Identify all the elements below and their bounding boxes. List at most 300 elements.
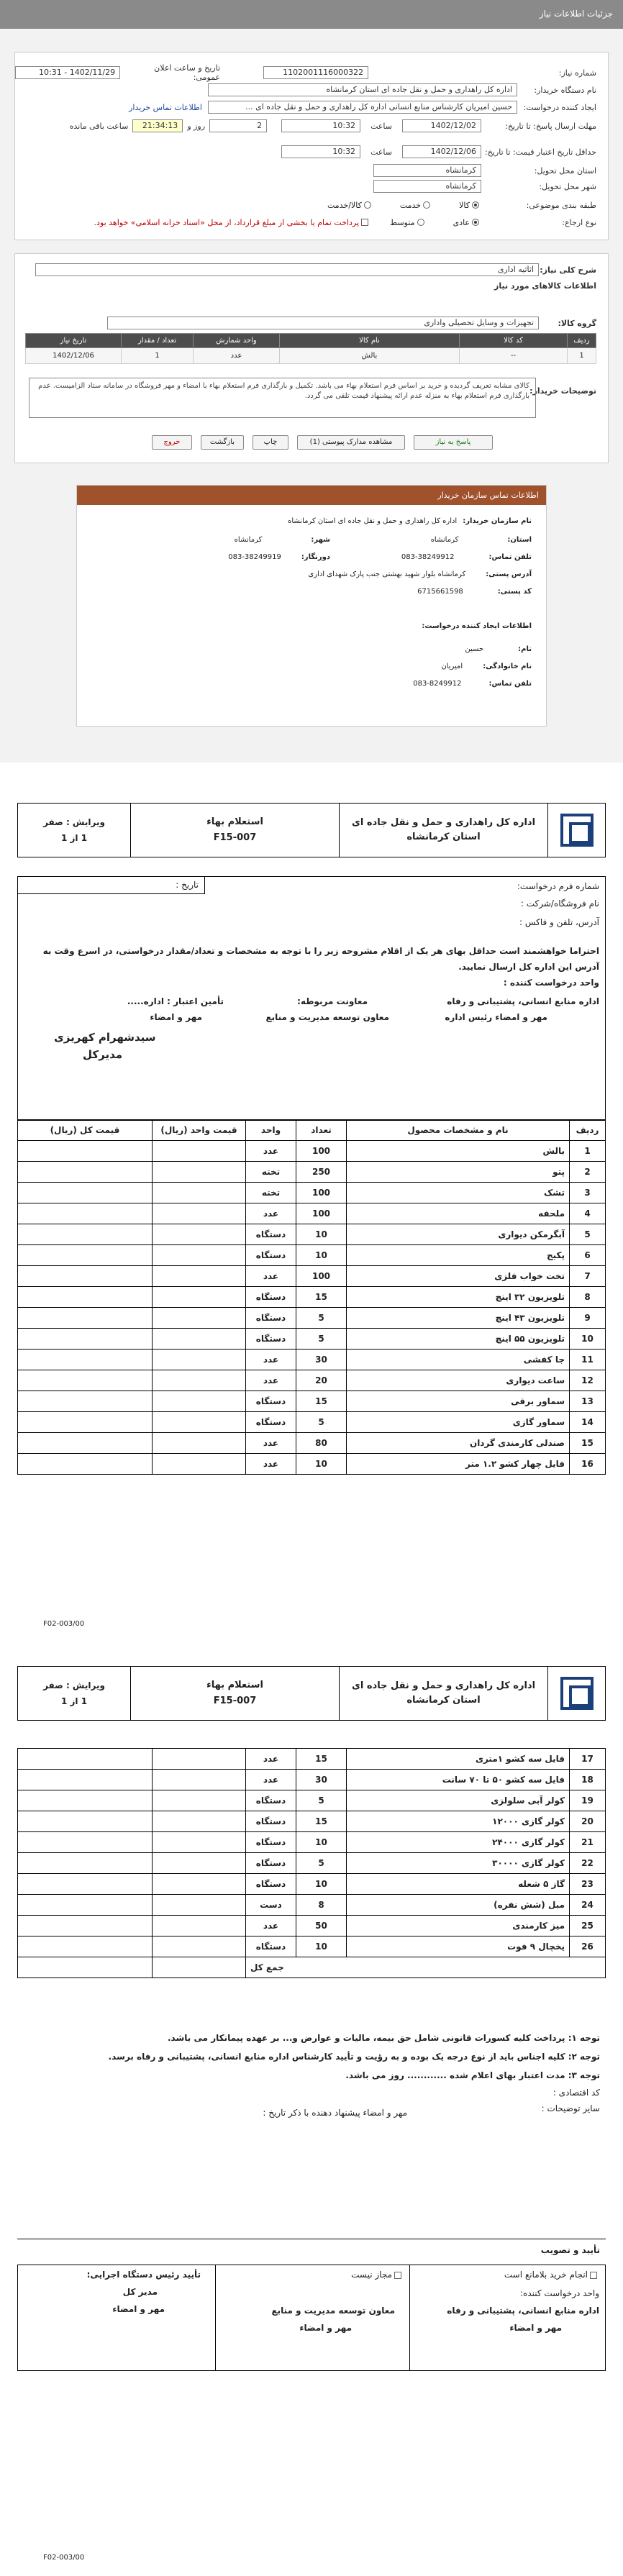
contact-first-label: نام: xyxy=(518,645,532,653)
contact-postal-label: کد پستی: xyxy=(497,588,532,596)
total-price-cell[interactable] xyxy=(18,1391,153,1412)
unit-price-cell[interactable] xyxy=(153,1916,246,1936)
form-page-1 xyxy=(0,791,623,1655)
sign-unit-role: مهر و امضاء رئیس اداره xyxy=(445,1012,547,1022)
deadline-time: 10:32 xyxy=(281,119,360,132)
total-price-cell[interactable] xyxy=(18,1287,153,1308)
form-version: ویرایش : صفر xyxy=(43,817,105,827)
unit-price-cell[interactable] xyxy=(153,1224,246,1245)
unit: دستگاه xyxy=(246,1832,296,1853)
note-3: توجه ۳: مدت اعتبار بهای اعلام شده ............ روز می باشد. xyxy=(345,2070,600,2080)
total-price-cell[interactable] xyxy=(18,1811,153,1832)
requester-sign: مهر و امضاء xyxy=(509,2323,562,2333)
row-num: 5 xyxy=(570,1224,606,1245)
category-radio-goods[interactable] xyxy=(472,201,479,209)
quantity: 10 xyxy=(296,1832,347,1853)
requester-deputy: معاون توسعه مدیریت و منابع xyxy=(271,2306,395,2316)
hdr-row: ردیف xyxy=(570,1120,606,1141)
approver-sign: مهر و امضاء xyxy=(112,2304,165,2314)
total-row xyxy=(18,1957,606,1978)
total-price-cell[interactable] xyxy=(18,1770,153,1790)
unit: دستگاه xyxy=(246,1287,296,1308)
requesting-unit-label: واحد درخواست کننده : xyxy=(503,978,599,988)
col-date: تاریخ نیاز xyxy=(26,334,122,348)
product-name: پکیج xyxy=(347,1245,570,1266)
table-row xyxy=(18,1266,606,1287)
ref-option-normal: عادی xyxy=(453,217,470,227)
table-row xyxy=(18,1287,606,1308)
total-price-cell[interactable] xyxy=(18,1874,153,1895)
unit: دستگاه xyxy=(246,1936,296,1957)
total-price-cell[interactable] xyxy=(18,1749,153,1770)
row-num: 18 xyxy=(570,1770,606,1790)
approval-col-deputy xyxy=(215,2265,409,2370)
reply-button[interactable]: پاسخ به نیاز xyxy=(414,435,493,450)
unit-price-cell[interactable] xyxy=(153,1141,246,1162)
quantity: 15 xyxy=(296,1287,347,1308)
quantity: 100 xyxy=(296,1141,347,1162)
buyer-label: نام دستگاه خریدار: xyxy=(534,85,596,95)
form-page: 1 از 1 xyxy=(60,833,88,843)
approval-col-requester xyxy=(409,2265,605,2370)
table-row xyxy=(18,1308,606,1329)
portal-area xyxy=(0,0,623,763)
ref-option-medium: متوسط xyxy=(390,217,415,227)
product-name: پتو xyxy=(347,1162,570,1183)
cell-row: 1 xyxy=(568,348,596,364)
table-row xyxy=(18,1245,606,1266)
quantity: 20 xyxy=(296,1370,347,1391)
product-name: آبگرمکن دیواری xyxy=(347,1224,570,1245)
unit: دست xyxy=(246,1895,296,1916)
unit: عدد xyxy=(246,1350,296,1370)
quantity: 100 xyxy=(296,1266,347,1287)
unit-price-cell[interactable] xyxy=(153,1350,246,1370)
unit: تخته xyxy=(246,1183,296,1203)
total-price-cell[interactable] xyxy=(18,1433,153,1454)
form-version-block xyxy=(18,804,130,857)
hdr-name: نام و مشخصات محصول xyxy=(347,1120,570,1141)
org-logo-icon xyxy=(560,814,594,847)
form-title-block-2 xyxy=(130,1667,339,1720)
validity-label: حداقل تاریخ اعتبار قیمت: تا تاریخ: xyxy=(485,147,596,157)
request-text: احتراما خواهشمند است حداقل بهای هر یک از اقلام مشروحه زیر را با توجه به مشخصات و تعداد/مقدار درخواستی، در اسرع وقت به آدرس این اداره کل ارسال نمایید. xyxy=(42,946,599,972)
table-row xyxy=(18,1329,606,1350)
category-label: طبقه بندی موضوعی: xyxy=(526,200,596,210)
form-info-box xyxy=(17,876,606,1121)
table-row[interactable] xyxy=(26,348,596,364)
approval-box xyxy=(17,2239,606,2265)
category-radio-service[interactable] xyxy=(423,201,430,209)
product-name: کولر آبی سلولزی xyxy=(347,1790,570,1811)
contact-popup xyxy=(76,485,547,727)
total-price-cell[interactable] xyxy=(18,1308,153,1329)
sign-deputy: معاونت مربوطه: xyxy=(297,996,368,1006)
opt-not-allowed: مجاز نیست xyxy=(351,2270,392,2280)
quantity: 15 xyxy=(296,1749,347,1770)
quantity: 15 xyxy=(296,1391,347,1412)
product-name: جا کفشی xyxy=(347,1350,570,1370)
days-label: روز و xyxy=(187,121,206,131)
product-name: فایل سه کشو ۵۰ تا ۷۰ سانت xyxy=(347,1770,570,1790)
unit-price-cell[interactable] xyxy=(153,1287,246,1308)
total-price-cell[interactable] xyxy=(18,1224,153,1245)
table-row xyxy=(18,1162,606,1183)
signature-title: مدیرکل xyxy=(83,1048,123,1061)
deadline-date: 1402/12/02 xyxy=(402,119,481,132)
total-price-cell[interactable] xyxy=(18,1832,153,1853)
quantity: 5 xyxy=(296,1853,347,1874)
product-name: سماور برقی xyxy=(347,1391,570,1412)
product-name: کولر گازی ۲۴۰۰۰ xyxy=(347,1832,570,1853)
contact-cphone-value: 083-8249912 xyxy=(413,680,462,688)
province-label: استان محل تحویل: xyxy=(534,165,596,176)
unit: تخته xyxy=(246,1162,296,1183)
quantity: 10 xyxy=(296,1454,347,1475)
unit: دستگاه xyxy=(246,1790,296,1811)
total-cell xyxy=(18,1957,153,1978)
table-row xyxy=(18,1790,606,1811)
product-name: تلویزیون ۴۳ اینچ xyxy=(347,1308,570,1329)
contact-last-label: نام خانوادگی: xyxy=(483,663,532,670)
table-row xyxy=(18,1454,606,1475)
need-number-label: شماره نیاز: xyxy=(558,68,596,78)
row-num: 6 xyxy=(570,1245,606,1266)
unit-price-cell[interactable] xyxy=(153,1454,246,1475)
org-logo xyxy=(547,804,605,857)
footer-code-2: F02-003/00 xyxy=(43,2554,85,2562)
product-name: گاز ۵ شعله xyxy=(347,1874,570,1895)
validity-time: 10:32 xyxy=(281,145,360,158)
row-num: 25 xyxy=(570,1916,606,1936)
requester-unit-label: واحد درخواست کننده: xyxy=(520,2288,599,2298)
contact-city-label: شهر: xyxy=(311,536,330,544)
table-row xyxy=(18,1916,606,1936)
row-num: 2 xyxy=(570,1162,606,1183)
announce-field: 1402/11/29 - 10:31 xyxy=(15,66,120,79)
row-num: 23 xyxy=(570,1874,606,1895)
total-price-cell[interactable] xyxy=(18,1266,153,1287)
row-num: 7 xyxy=(570,1266,606,1287)
row-num: 1 xyxy=(570,1141,606,1162)
unit-price-cell[interactable] xyxy=(153,1266,246,1287)
items-table-2 xyxy=(17,1748,606,1978)
total-price-cell[interactable] xyxy=(18,1183,153,1203)
unit-price-cell[interactable] xyxy=(153,1370,246,1391)
items-table-1 xyxy=(17,1119,606,1475)
unit: دستگاه xyxy=(246,1308,296,1329)
announce-label: تاریخ و ساعت اعلان عمومی: xyxy=(154,63,221,82)
category-option-both: کالا/خدمت xyxy=(327,200,362,210)
note-1: توجه ۱: پرداخت کلیه کسورات قانونی شامل حق بیمه، مالیات و عوارض و... بر عهده پیمانکار می باشد. xyxy=(167,2033,600,2043)
unit: عدد xyxy=(246,1433,296,1454)
col-code: کد کالا xyxy=(460,334,568,348)
treasury-checkbox[interactable] xyxy=(361,219,368,226)
deadline-label: مهلت ارسال پاسخ: تا تاریخ: xyxy=(505,121,596,131)
unit-price-cell[interactable] xyxy=(153,1895,246,1916)
attachments-button[interactable]: مشاهده مدارک پیوستی (1) xyxy=(297,435,405,450)
unit-price-cell[interactable] xyxy=(153,1936,246,1957)
unit: عدد xyxy=(246,1370,296,1391)
product-name: تلویزیون ۳۲ اینچ xyxy=(347,1287,570,1308)
signature-name: سیدشهرام کهریزی xyxy=(54,1031,156,1044)
table-row xyxy=(18,1853,606,1874)
footer-code: F02-003/00 xyxy=(43,1620,85,1628)
cell-unit: عدد xyxy=(194,348,280,364)
unit: عدد xyxy=(246,1770,296,1790)
row-num: 22 xyxy=(570,1853,606,1874)
col-qty: تعداد / مقدار xyxy=(122,334,194,348)
buyer-desc-label: توضیحات خریدار: xyxy=(529,386,596,396)
table-row xyxy=(18,1412,606,1433)
quantity: 80 xyxy=(296,1433,347,1454)
unit: دستگاه xyxy=(246,1245,296,1266)
unit-price-cell[interactable] xyxy=(153,1853,246,1874)
col-name: نام کالا xyxy=(280,334,460,348)
row-num: 12 xyxy=(570,1370,606,1391)
form-org-line1: اداره کل راهداری و حمل و نقل جاده ای xyxy=(351,1680,536,1691)
total-price-cell[interactable] xyxy=(18,1853,153,1874)
unit: دستگاه xyxy=(246,1391,296,1412)
total-price-cell[interactable] xyxy=(18,1162,153,1183)
cell-qty: 1 xyxy=(122,348,194,364)
back-button[interactable]: بازگشت xyxy=(201,435,244,450)
total-label: جمع کل xyxy=(246,1957,606,1978)
unit-price-cell[interactable] xyxy=(153,1770,246,1790)
deputy-sign: مهر و امضاء xyxy=(299,2323,352,2333)
portal-header-title: جزئیات اطلاعات نیاز xyxy=(539,9,613,19)
total-price-cell[interactable] xyxy=(18,1936,153,1957)
unit-price-cell[interactable] xyxy=(153,1790,246,1811)
total-price-cell[interactable] xyxy=(18,1454,153,1475)
ref-radio-medium[interactable] xyxy=(417,219,424,226)
table-row xyxy=(18,1203,606,1224)
quantity: 250 xyxy=(296,1162,347,1183)
approval-title: تأیید و تصویب xyxy=(540,2245,600,2255)
product-name: فایل سه کشو ۱متری xyxy=(347,1749,570,1770)
table-row xyxy=(18,1391,606,1412)
total-price-cell[interactable] xyxy=(18,1329,153,1350)
contact-creator-title: اطلاعات ایجاد کننده درخواست: xyxy=(422,622,532,630)
product-name: میز کارمندی xyxy=(347,1916,570,1936)
product-name: سماور گازی xyxy=(347,1412,570,1433)
hdr-unit: واحد xyxy=(246,1120,296,1141)
row-num: 19 xyxy=(570,1790,606,1811)
product-name: کولر گازی ۳۰۰۰۰ xyxy=(347,1853,570,1874)
seller-sign: مهر و امضاء پیشنهاد دهنده با ذکر تاریخ : xyxy=(263,2108,407,2118)
product-name: ساعت دیواری xyxy=(347,1370,570,1391)
goods-table xyxy=(25,333,596,364)
total-price-cell[interactable] xyxy=(18,1790,153,1811)
unit-price-cell[interactable] xyxy=(153,1832,246,1853)
validity-time-label: ساعت xyxy=(370,147,392,157)
product-name: تلویزیون ۵۵ اینچ xyxy=(347,1329,570,1350)
cell-date: 1402/12/06 xyxy=(26,348,122,364)
hdr-total-price: قیمت کل (ریال) xyxy=(18,1120,153,1141)
approver-role: مدیر کل xyxy=(122,2287,158,2297)
creator-label: ایجاد کننده درخواست: xyxy=(523,102,596,112)
contact-province-label: استان: xyxy=(507,536,532,544)
col-row: ردیف xyxy=(568,334,596,348)
category-radio-both[interactable] xyxy=(364,201,371,209)
unit: عدد xyxy=(246,1203,296,1224)
table-row xyxy=(18,1183,606,1203)
form-title-block xyxy=(130,804,339,857)
category-option-goods: کالا xyxy=(459,200,470,210)
unit: دستگاه xyxy=(246,1811,296,1832)
row-num: 13 xyxy=(570,1391,606,1412)
unit-price-cell[interactable] xyxy=(153,1391,246,1412)
portal-header xyxy=(0,0,623,29)
form-header-2 xyxy=(17,1666,606,1721)
unit-price-cell[interactable] xyxy=(153,1162,246,1183)
quantity: 8 xyxy=(296,1895,347,1916)
quantity: 5 xyxy=(296,1412,347,1433)
row-num: 26 xyxy=(570,1936,606,1957)
form-code: F15-007 xyxy=(213,1696,257,1706)
unit: دستگاه xyxy=(246,1224,296,1245)
contact-fax-value: 083-38249919 xyxy=(228,553,281,561)
quantity: 10 xyxy=(296,1224,347,1245)
not-allowed-checkbox[interactable] xyxy=(394,2272,401,2279)
exit-button[interactable]: خروج xyxy=(152,435,192,450)
validity-date: 1402/12/06 xyxy=(402,145,481,158)
total-price-cell[interactable] xyxy=(18,1412,153,1433)
product-name: صندلی کارمندی گردان xyxy=(347,1433,570,1454)
contact-address-label: آدرس پستی: xyxy=(486,570,532,578)
shop-name-label: نام فروشگاه/شرکت : xyxy=(520,898,599,909)
do-checkbox[interactable] xyxy=(590,2272,597,2279)
product-name: یخچال ۹ فوت xyxy=(347,1936,570,1957)
time-label: ساعت xyxy=(370,121,392,131)
quantity: 5 xyxy=(296,1308,347,1329)
print-button[interactable]: چاپ xyxy=(253,435,288,450)
province-field: کرمانشاه xyxy=(373,164,481,177)
note-2: توجه ۲: کلیه اجناس باید از نوع درجه یک بوده و به رؤیت و تأیید کارشناس اداره منابع انسانی، پشتیبانی و رفاه برسد. xyxy=(108,2052,600,2062)
total-price-cell[interactable] xyxy=(18,1370,153,1391)
quantity: 100 xyxy=(296,1203,347,1224)
total-price-cell[interactable] xyxy=(18,1141,153,1162)
quantity: 100 xyxy=(296,1183,347,1203)
unit-price-cell[interactable] xyxy=(153,1412,246,1433)
unit: دستگاه xyxy=(246,1329,296,1350)
buyer-field: اداره کل راهداری و حمل و نقل جاده ای استان کرمانشاه xyxy=(208,83,517,96)
days-field: 2 xyxy=(209,119,267,132)
unit-price-cell[interactable] xyxy=(153,1308,246,1329)
contact-org-label: نام سازمان خریدار: xyxy=(463,517,532,525)
hdr-qty: تعداد xyxy=(296,1120,347,1141)
row-num: 11 xyxy=(570,1350,606,1370)
goods-group-label: گروه کالا: xyxy=(558,318,596,328)
total-price-cell[interactable] xyxy=(18,1245,153,1266)
items-header xyxy=(18,1120,606,1141)
product-name: ملحفه xyxy=(347,1203,570,1224)
contact-phone-value: 083-38249912 xyxy=(401,553,455,561)
table-row xyxy=(18,1749,606,1770)
requester-unit-name: اداره منابع انسانی، پشتیبانی و رفاه xyxy=(447,2306,599,2316)
unit: دستگاه xyxy=(246,1412,296,1433)
approver-title: تأیید رئیس دستگاه اجرایی: xyxy=(86,2270,201,2280)
remaining-time: 21:34:13 xyxy=(132,119,183,132)
product-name: فایل چهار کشو ۱.۲ متر xyxy=(347,1454,570,1475)
address-label: آدرس، تلفن و فاکس : xyxy=(519,917,599,927)
unit-price-cell[interactable] xyxy=(153,1203,246,1224)
row-num: 9 xyxy=(570,1308,606,1329)
ref-radio-normal[interactable] xyxy=(472,219,479,226)
other-notes: سایر توضیحات : xyxy=(541,2103,600,2113)
need-number-field: 1102001116000322 xyxy=(263,66,368,79)
quantity: 10 xyxy=(296,1874,347,1895)
contact-city-value: کرمانشاه xyxy=(234,536,263,544)
product-name: تشک xyxy=(347,1183,570,1203)
col-unit: واحد شمارش xyxy=(194,334,280,348)
row-num: 10 xyxy=(570,1329,606,1350)
unit-price-cell[interactable] xyxy=(153,1749,246,1770)
sign-credit-role: مهر و امضاء xyxy=(150,1012,202,1022)
row-num: 14 xyxy=(570,1412,606,1433)
unit-price-cell[interactable] xyxy=(153,1183,246,1203)
table-row xyxy=(18,1811,606,1832)
form-title: استعلام بهاء xyxy=(206,1680,263,1690)
buyer-contact-link[interactable]: اطلاعات تماس خریدار xyxy=(129,102,202,112)
hdr-unit-price: قیمت واحد (ریال) xyxy=(153,1120,246,1141)
row-num: 15 xyxy=(570,1433,606,1454)
contact-org-value: اداره کل راهداری و حمل و نقل جاده ای استان کرمانشاه xyxy=(288,517,458,525)
cell-name: بالش xyxy=(280,348,460,364)
remaining-label: ساعت باقی مانده xyxy=(69,121,129,131)
approval-grid xyxy=(17,2265,606,2371)
total-price-cell[interactable] xyxy=(18,1895,153,1916)
creator-field: حسین امیریان کارشناس منابع انسانی اداره کل راهداری و حمل و نقل جاده ای ... xyxy=(208,101,517,114)
unit: عدد xyxy=(246,1916,296,1936)
unit-price-cell[interactable] xyxy=(153,1433,246,1454)
form-org-line2: استان کرمانشاه xyxy=(406,1695,481,1706)
sign-credit: تأمین اعتبار : اداره..... xyxy=(127,996,224,1006)
unit-price-cell[interactable] xyxy=(153,1811,246,1832)
total-price-cell[interactable] xyxy=(18,1203,153,1224)
quantity: 5 xyxy=(296,1329,347,1350)
quantity: 30 xyxy=(296,1770,347,1790)
row-num: 8 xyxy=(570,1287,606,1308)
form-page-2 xyxy=(0,1655,623,2576)
quantity: 10 xyxy=(296,1245,347,1266)
row-num: 21 xyxy=(570,1832,606,1853)
total-price-cell[interactable] xyxy=(18,1350,153,1370)
unit-price-cell[interactable] xyxy=(153,1329,246,1350)
total-price-cell[interactable] xyxy=(18,1916,153,1936)
row-num: 20 xyxy=(570,1811,606,1832)
table-row xyxy=(18,1936,606,1957)
goods-panel xyxy=(14,253,609,463)
date-label: تاریخ : xyxy=(18,877,205,894)
org-logo-icon xyxy=(560,1677,594,1710)
goods-info-title: اطلاعات کالاهای مورد نیاز xyxy=(494,281,596,291)
quantity: 5 xyxy=(296,1790,347,1811)
city-label: شهر محل تحویل: xyxy=(539,181,596,191)
row-num: 16 xyxy=(570,1454,606,1475)
unit-price-cell[interactable] xyxy=(153,1245,246,1266)
treasury-note: پرداخت تمام یا بخشی از مبلغ قرارداد، از محل «اسناد خزانه اسلامی» خواهد بود. xyxy=(94,217,359,227)
table-row xyxy=(18,1770,606,1790)
unit: دستگاه xyxy=(246,1874,296,1895)
cell-code: -- xyxy=(460,348,568,364)
form-page: 1 از 1 xyxy=(60,1696,88,1706)
unit-price-cell[interactable] xyxy=(153,1874,246,1895)
goods-group-field: تجهیزات و وسایل تحصیلی واداری xyxy=(107,317,539,329)
items-body-1 xyxy=(18,1141,606,1475)
request-no-label: شماره فرم درخواست: xyxy=(517,881,599,891)
contact-province-value: کرمانشاه xyxy=(430,536,459,544)
